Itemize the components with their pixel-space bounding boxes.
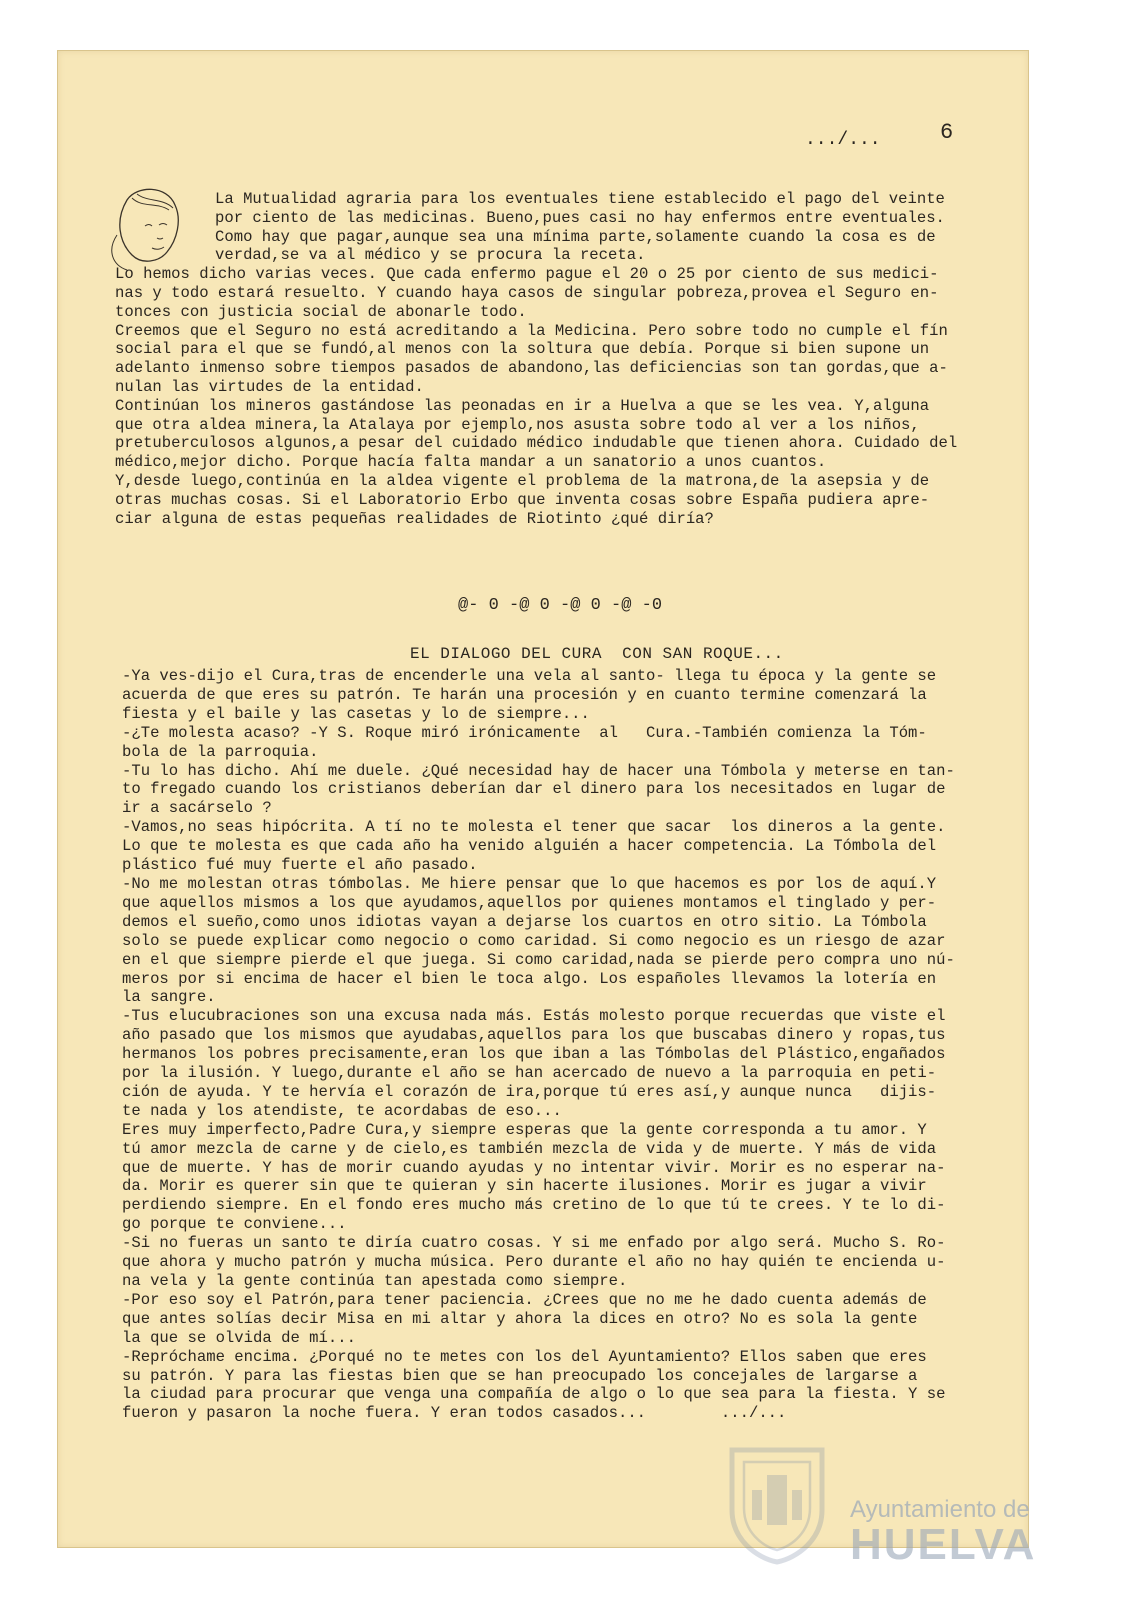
text-line: hermanos los pobres precisamente,eran los que iban a las Tómbolas del Plástico,engañados: [122, 1045, 946, 1064]
text-line: te nada y los atendiste, te acordabas de eso...: [122, 1101, 562, 1120]
text-line: que otra aldea minera,la Atalaya por ejemplo,nos asusta sobre todo al ver a los niños,: [115, 415, 920, 434]
text-line: -Ya ves-dijo el Cura,tras de encenderle una vela al santo- llega tu época y la gente se: [122, 667, 937, 685]
text-line: verdad,se va al médico y se procura la receta.: [215, 246, 646, 265]
intro-paragraph: [115, 190, 1015, 528]
text-line: perdiendo siempre. En el fondo eres mucho más cretino de lo que tú te crees. Y te lo di-: [122, 1196, 946, 1215]
text-line: que ahora y mucho patrón y mucha música. Pero durante el año no hay quién te encienda u-: [122, 1253, 946, 1272]
text-line: en el que siempre pierde el que juega. Si como caridad,nada se pierde pero compra uno nú-: [122, 950, 955, 969]
text-line: fiesta y el baile y las casetas y lo de siempre...: [122, 704, 590, 723]
text-line: su patrón. Y para las fiestas bien que se han preocupado los concejales de largarse a: [122, 1366, 918, 1385]
text-line: año pasado que los mismos que ayudabas,aquellos para los que buscabas dinero y ropas,tus: [122, 1026, 946, 1045]
dialogue-text: [122, 667, 1022, 1423]
text-line: Y,desde luego,continúa en la aldea vigente el problema de la matrona,de la asepsia y de: [115, 471, 930, 490]
text-line: bola de la parroquia.: [122, 742, 319, 761]
text-line: la sangre.: [122, 988, 216, 1007]
text-line: -Si no fueras un santo te diría cuatro cosas. Y si me enfado por algo será. Mucho S. Ro-: [122, 1234, 946, 1253]
text-line: nas y todo estará resuelto. Y cuando haya casos de singular pobreza,provea el Seguro en-: [115, 283, 939, 302]
text-line: social para el que se fundó,al menos con la soltura que debía. Porque si bien supone un: [115, 340, 930, 359]
text-line: Como hay que pagar,aunque sea una mínima parte,solamente cuando la cosa es de: [215, 227, 936, 246]
text-line: na vela y la gente continúa tan apestada como siempre.: [122, 1272, 628, 1290]
text-line: meros por si encima de hacer el bien le toca algo. Los españoles llevamos la lotería en: [122, 969, 937, 988]
text-line: que de muerte. Y has de morir cuando ayudas y no intentar vivir. Morir es no esperar na-: [122, 1158, 946, 1177]
text-line: la ciudad para procurar que venga una compañía de algo o lo que sea para la fiesta. Y se: [122, 1385, 946, 1404]
text-line: por ciento de las medicinas. Bueno,pues casi no hay enfermos entre eventuales.: [215, 208, 945, 227]
text-line: otras muchas cosas. Si el Laboratorio Erbo que inventa cosas sobre España pudiera apre-: [115, 490, 930, 509]
text-line: tú amor mezcla de carne y de cielo,es también mezcla de vida y de muerte. Y más de vida: [122, 1139, 937, 1158]
text-line: Lo que te molesta es que cada año ha venido alguién a hacer competencia. La Tómbola del: [122, 837, 937, 856]
text-line: por la ilusión. Y luego,durante el año se han acercado de nuevo a la parroquia en peti-: [122, 1064, 937, 1083]
text-line: la que se olvida de mí...: [122, 1328, 356, 1347]
text-line: ir a sacárselo ?: [122, 799, 272, 818]
text-line: Lo hemos dicho varias veces. Que cada enfermo pague el 20 o 25 por ciento de sus medici-: [115, 265, 939, 284]
text-line: ción de ayuda. Y te hervía el corazón de ira,porque tú eres así,y aunque nunca dijis-: [122, 1082, 937, 1101]
text-line: que aquellos mismos a los que ayudamos,aquellos por quienes montamos el tinglado y per-: [122, 893, 937, 912]
text-line: -Por eso soy el Patrón,para tener paciencia. ¿Crees que no me he dado cuenta además de: [122, 1290, 927, 1309]
text-line: -Tus elucubraciones son una excusa nada más. Estás molesto porque recuerdas que viste el: [122, 1007, 946, 1026]
text-line: médico,mejor dicho. Porque hacía falta mandar a un sanatorio a unos cuantos.: [115, 453, 827, 472]
text-line: nulan las virtudes de la entidad.: [115, 377, 424, 396]
text-line: pretuberculosos algunos,a pesar del cuidado médico indudable que tienen ahora. Cuidado del: [115, 434, 958, 453]
text-line: tonces con justicia social de abonarle todo.: [115, 302, 527, 321]
text-line: solo se puede explicar como negocio o como caridad. Si como negocio es un riesgo de azar: [122, 931, 946, 950]
watermark-line-1: Ayuntamiento de: [850, 1496, 1030, 1523]
text-line: -No me molestan otras tómbolas. Me hiere pensar que lo que hacemos es por los de aquí.Y: [122, 874, 937, 893]
continuation-marker: .../...: [805, 130, 881, 150]
text-line: acuerda de que eres su patrón. Te harán una procesión y en cuanto termine comenzará la: [122, 685, 927, 704]
text-line: ciar alguna de estas pequeñas realidades de Riotinto ¿qué diría?: [115, 509, 714, 528]
text-line: adelanto inmenso sobre tiempos pasados de abandono,las deficiencias son tan gordas,que a-: [115, 359, 948, 378]
text-line: fueron y pasaron la noche fuera. Y eran todos casados... .../...: [122, 1404, 787, 1423]
text-line: plástico fué muy fuerte el año pasado.: [122, 856, 478, 875]
text-line: Continúan los mineros gastándose las peonadas en ir a Huelva a que se les vea. Y,alguna: [115, 396, 930, 415]
page-number: 6: [940, 120, 954, 145]
text-line: -Tu lo has dicho. Ahí me duele. ¿Qué necesidad hay de hacer una Tómbola y meterse en tan-: [122, 761, 955, 780]
ayuntamiento-crest-icon: [722, 1440, 832, 1565]
text-line: La Mutualidad agraria para los eventuales tiene establecido el pago del veinte: [215, 190, 945, 208]
text-line: Creemos que el Seguro no está acreditando a la Medicina. Pero sobre todo no cumple el fín: [115, 321, 948, 340]
text-line: go porque te conviene...: [122, 1215, 347, 1234]
text-line: que antes solías decir Misa en mi altar y ahora la dices en otro? No es sola la gente: [122, 1309, 918, 1328]
section-title: EL DIALOGO DEL CURA CON SAN ROQUE...: [410, 645, 784, 663]
text-line: -¿Te molesta acaso? -Y S. Roque miró irónicamente al Cura.-También comienza la Tóm-: [122, 723, 927, 742]
text-line: Eres muy imperfecto,Padre Cura,y siempre esperas que la gente corresponda a tu amor. Y: [122, 1120, 927, 1139]
section-separator: @- 0 -@ 0 -@ 0 -@ -0: [458, 596, 663, 615]
text-line: -Repróchame encima. ¿Porqué no te metes con los del Ayuntamiento? Ellos saben que eres: [122, 1347, 927, 1366]
text-line: to fregado cuando los cristianos deberían dar el dinero para los necesitados en lugar de: [122, 780, 946, 799]
text-line: -Vamos,no seas hipócrita. A tí no te molesta el tener que sacar los dineros a la gente.: [122, 818, 946, 837]
text-line: da. Morir es querer sin que te quieran y sin hacerte ilusiones. Morir es jugar a vivir: [122, 1177, 927, 1196]
watermark-line-2: HUELVA: [850, 1520, 1037, 1569]
text-line: demos el sueño,como unos idiotas vayan a dejarse los cuartos en otro sitio. La Tómbola: [122, 912, 927, 931]
